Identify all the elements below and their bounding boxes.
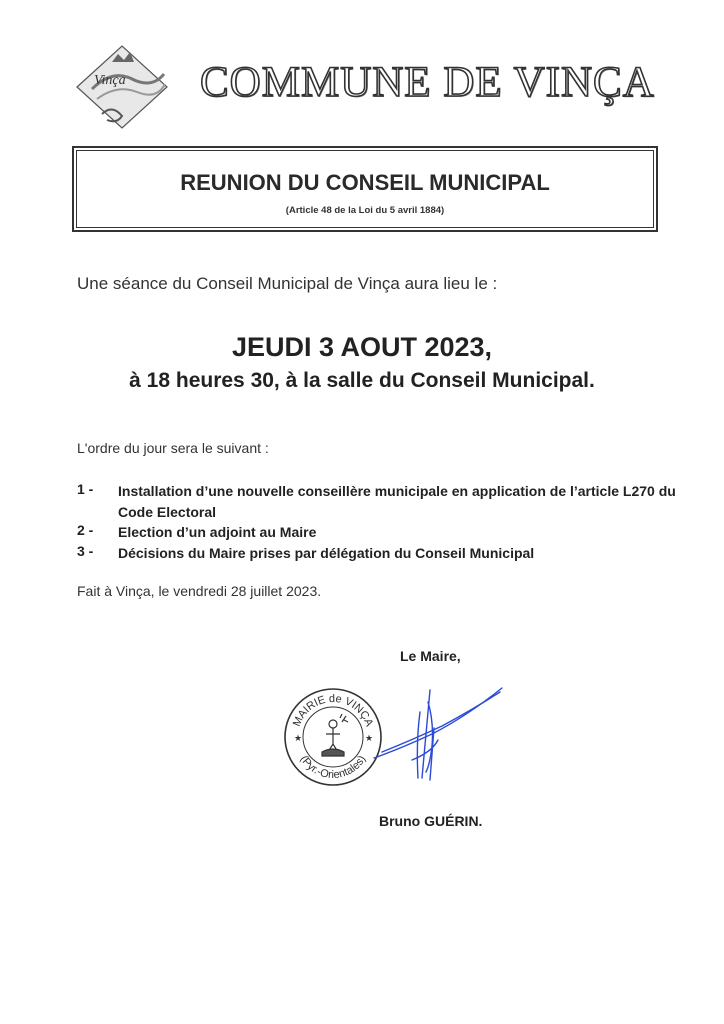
notice-intro: Une séance du Conseil Municipal de Vinça aura lieu le : [77, 274, 498, 293]
meeting-time-place: à 18 heures 30, à la salle du Conseil Municipal. [129, 369, 595, 392]
meeting-title: REUNION DU CONSEIL MUNICIPAL [180, 170, 550, 195]
agenda-item-text: Décisions du Maire prises par délégation du Conseil Municipal [118, 545, 535, 561]
mairie-stamp [282, 686, 384, 788]
agenda-item-text: Election d’un adjoint au Maire [118, 524, 317, 540]
signature [372, 682, 512, 788]
svg-text:(Pyr.-Orientales): (Pyr.-Orientales) [297, 753, 369, 782]
legal-reference: (Article 48 de la Loi du 5 avril 1884) [285, 205, 445, 216]
agenda-intro: L'ordre du jour sera le suivant : [77, 440, 269, 456]
signed-at: Fait à Vinça, le vendredi 28 juillet 2023. [77, 583, 322, 599]
star-icon: ★ [365, 733, 374, 743]
agenda-item-number: 3 - [77, 543, 94, 559]
svg-text:Vinça: Vinça [94, 73, 126, 88]
commune-title: COMMUNE DE VINÇA [200, 59, 655, 106]
agenda-item-number: 2 - [77, 522, 94, 538]
agenda-item-number: 1 - [77, 481, 94, 497]
signatory-name: Bruno GUÉRIN. [379, 813, 483, 829]
signatory-title: Le Maire, [400, 648, 461, 664]
agenda-item-text: Installation d’une nouvelle conseillère municipale en application de l’article L270 du Code Electoral [118, 483, 676, 520]
star-icon: ★ [294, 733, 303, 743]
vinca-logo [72, 44, 172, 130]
svg-text:MAIRIE de VINÇA: MAIRIE de VINÇA [290, 692, 376, 729]
meeting-date: JEUDI 3 AOUT 2023, [231, 332, 493, 362]
